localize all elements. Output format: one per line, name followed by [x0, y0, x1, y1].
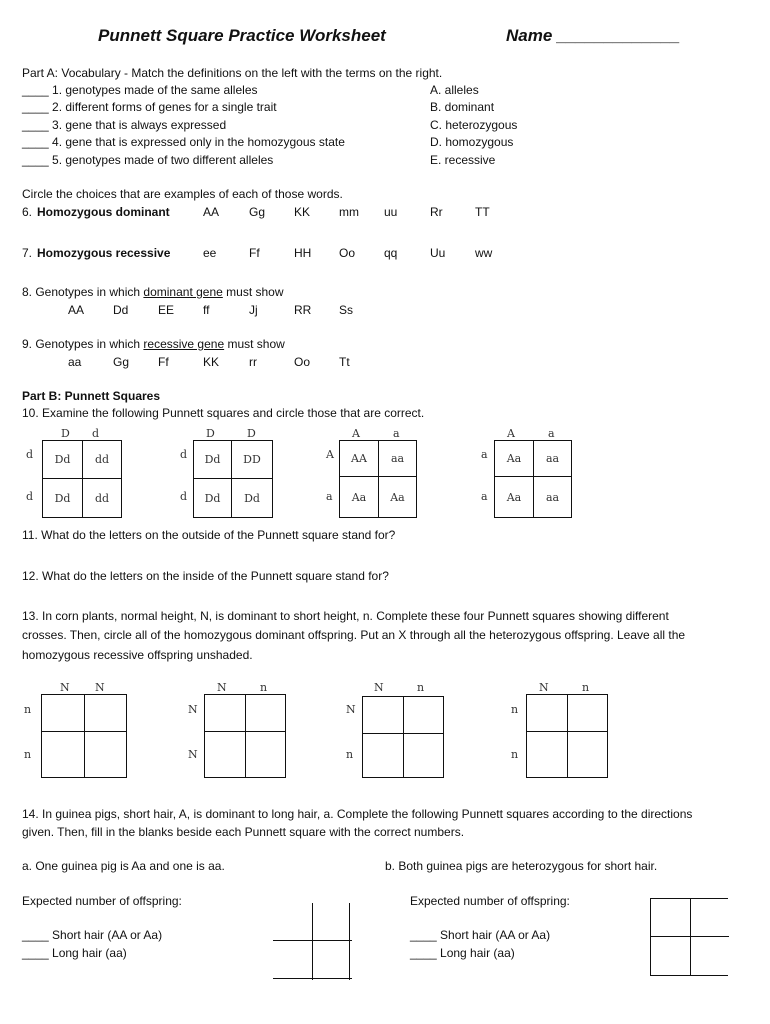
offspring-cell: dd: [94, 491, 110, 505]
grid-line: [527, 731, 607, 732]
punnett-grid: [494, 440, 572, 518]
q10-prompt: 10. Examine the following Punnett squares and circle those that are correct.: [22, 406, 425, 420]
q7-choice[interactable]: Uu: [430, 246, 446, 260]
grid-line: [312, 903, 313, 980]
top-allele: n: [417, 681, 425, 694]
offspring-cell: Aa: [506, 490, 522, 504]
q6-choice[interactable]: TT: [475, 205, 490, 219]
q9-choice[interactable]: Tt: [339, 355, 350, 369]
offspring-cell: Dd: [204, 491, 221, 505]
side-allele: n: [511, 703, 519, 716]
offspring-cell: Dd: [54, 491, 71, 505]
definition-item: ____ 1. genotypes made of the same alleles: [22, 83, 258, 97]
q11-prompt: 11. What do the letters on the outside of the Punnett square stand for?: [22, 528, 396, 542]
term-item: E. recessive: [430, 153, 496, 167]
grid-line: [245, 695, 246, 777]
top-allele: n: [582, 681, 590, 694]
top-allele: n: [260, 681, 268, 694]
short-hair-blank-a[interactable]: ____ Short hair (AA or Aa): [22, 928, 163, 942]
grid-line: [567, 695, 568, 777]
side-allele: N: [188, 703, 198, 716]
side-allele: N: [188, 748, 198, 761]
punnett-grid: [526, 694, 608, 778]
q6-choice[interactable]: KK: [294, 205, 311, 219]
grid-line: [205, 731, 285, 732]
grid-line: [273, 940, 352, 941]
q8-choice[interactable]: ff: [203, 303, 210, 317]
q8-underlined-term: dominant gene: [143, 285, 223, 299]
offspring-cell: Aa: [390, 490, 405, 504]
offspring-cell: Dd: [244, 491, 260, 505]
top-allele: N: [60, 681, 70, 694]
punnett-grid: [339, 440, 417, 518]
punnett-grid: [193, 440, 273, 518]
offspring-cell: Dd: [204, 453, 221, 466]
side-allele: a: [481, 448, 488, 461]
side-allele: n: [24, 703, 32, 716]
term-item: C. heterozygous: [430, 118, 518, 132]
q7-choice[interactable]: ww: [475, 246, 493, 260]
q7-choice[interactable]: Ff: [249, 246, 260, 260]
q8-choice[interactable]: AA: [68, 303, 85, 317]
q7-label: Homozygous recessive: [37, 246, 171, 260]
grid-line: [403, 697, 404, 777]
offspring-cell: Aa: [506, 452, 522, 465]
grid-line: [690, 899, 691, 975]
offspring-cell: dd: [94, 453, 110, 466]
q14a-prompt: a. One guinea pig is Aa and one is aa.: [22, 859, 225, 873]
q9-choice[interactable]: rr: [249, 355, 257, 369]
grid-line: [363, 733, 443, 734]
top-allele: N: [539, 681, 549, 694]
top-allele: N: [374, 681, 384, 694]
side-allele: a: [481, 490, 488, 503]
side-allele: a: [326, 490, 333, 503]
q8-choice[interactable]: Jj: [249, 303, 258, 317]
q9-choice[interactable]: Ff: [158, 355, 169, 369]
q7-choice[interactable]: HH: [294, 246, 312, 260]
punnett-grid: [362, 696, 444, 778]
q14-line: 14. In guinea pigs, short hair, A, is dominant to long hair, a. Complete the following Punnett squares according to the directions: [22, 807, 693, 821]
q9-choice[interactable]: aa: [68, 355, 82, 369]
offspring-cell: DD: [243, 453, 261, 466]
side-allele: n: [24, 748, 32, 761]
definition-item: ____ 4. gene that is expressed only in the homozygous state: [22, 135, 345, 149]
q7-choice[interactable]: qq: [384, 246, 398, 260]
q8-prompt: [22, 285, 284, 299]
grid-line: [84, 695, 85, 777]
q8-choice[interactable]: Ss: [339, 303, 354, 317]
top-allele: N: [95, 681, 105, 694]
q6-number: 6.: [22, 205, 33, 219]
q6-choice[interactable]: Gg: [249, 205, 266, 219]
expected-offspring-label-b: Expected number of offspring:: [410, 894, 570, 908]
offspring-cell: Dd: [54, 453, 71, 466]
q13-line: 13. In corn plants, normal height, N, is dominant to short height, n. Complete these four Punnett squares showing different: [22, 609, 669, 623]
circle-instruction: Circle the choices that are examples of each of those words.: [22, 187, 343, 201]
top-allele: D: [206, 427, 215, 440]
top-allele: D: [247, 427, 256, 440]
short-hair-blank-b[interactable]: ____ Short hair (AA or Aa): [410, 928, 551, 942]
part-b-heading: Part B: Punnett Squares: [22, 389, 161, 403]
q7-choice[interactable]: ee: [203, 246, 217, 260]
q14b-prompt: b. Both guinea pigs are heterozygous for short hair.: [385, 859, 658, 873]
expected-offspring-label-a: Expected number of offspring:: [22, 894, 182, 908]
offspring-cell: aa: [545, 452, 560, 465]
side-allele: d: [180, 448, 188, 461]
top-allele: A: [352, 427, 360, 440]
top-allele: N: [217, 681, 227, 694]
q6-choice[interactable]: AA: [203, 205, 220, 219]
side-allele: d: [180, 490, 188, 503]
q8-suffix: must show: [222, 285, 284, 299]
side-allele: N: [346, 703, 356, 716]
long-hair-blank-b[interactable]: ____ Long hair (aa): [410, 946, 515, 960]
top-allele: a: [393, 427, 400, 440]
definition-item: ____ 3. gene that is always expressed: [22, 118, 227, 132]
q8-choice[interactable]: RR: [294, 303, 312, 317]
q7-number: 7.: [22, 246, 33, 260]
top-allele: a: [548, 427, 555, 440]
offspring-cell: aa: [545, 490, 560, 504]
term-item: B. dominant: [430, 100, 495, 114]
part-a-heading: Part A: Vocabulary - Match the definitions on the left with the terms on the right.: [22, 66, 443, 80]
q8-choice[interactable]: EE: [158, 303, 175, 317]
q9-underlined-term: recessive gene: [143, 337, 225, 351]
q6-choice[interactable]: Rr: [430, 205, 443, 219]
grid-line: [651, 936, 729, 937]
definition-item: ____ 2. different forms of genes for a single trait: [22, 100, 277, 114]
long-hair-blank-a[interactable]: ____ Long hair (aa): [22, 946, 127, 960]
q12-prompt: 12. What do the letters on the inside of the Punnett square stand for?: [22, 569, 389, 583]
side-allele: d: [26, 448, 34, 461]
grid-line: [42, 731, 126, 732]
q13-line: homozygous recessive offspring unshaded.: [22, 648, 253, 662]
term-item: A. alleles: [430, 83, 479, 97]
term-item: D. homozygous: [430, 135, 514, 149]
q6-choice[interactable]: uu: [384, 205, 398, 219]
q8-choice[interactable]: Dd: [113, 303, 129, 317]
grid-line: [273, 978, 352, 979]
name-field-label: Name _____________: [506, 26, 680, 45]
punnett-grid: [204, 694, 286, 778]
q6-label: Homozygous dominant: [37, 205, 170, 219]
punnett-grid: [41, 694, 127, 778]
offspring-cell: aa: [390, 452, 405, 465]
definition-item: ____ 5. genotypes made of two different alleles: [22, 153, 274, 167]
top-allele: D: [61, 427, 70, 440]
q9-choice[interactable]: Gg: [113, 355, 130, 369]
offspring-cell: AA: [351, 452, 367, 465]
q9-choice[interactable]: Oo: [294, 355, 311, 369]
grid-line: [349, 903, 350, 980]
q9-prompt: [22, 337, 285, 351]
side-allele: A: [326, 448, 334, 461]
top-allele: d: [92, 427, 100, 440]
offspring-cell: Aa: [351, 490, 367, 504]
q9-choice[interactable]: KK: [203, 355, 220, 369]
top-allele: A: [507, 427, 515, 440]
side-allele: n: [346, 748, 354, 761]
punnett-grid: [42, 440, 122, 518]
q8-prefix: 8. Genotypes in which: [22, 285, 144, 299]
q6-choice[interactable]: mm: [339, 205, 359, 219]
punnett-grid: [650, 898, 728, 976]
worksheet-title: Punnett Square Practice Worksheet: [98, 26, 386, 45]
side-allele: d: [26, 490, 34, 503]
side-allele: n: [511, 748, 519, 761]
q7-choice[interactable]: Oo: [339, 246, 356, 260]
q13-line: crosses. Then, circle all of the homozygous dominant offspring. Put an X through all the heterozygous offspring. Leave all the: [22, 628, 686, 642]
q14-line: given. Then, fill in the blanks beside each Punnett square with the correct numbers.: [22, 825, 465, 839]
q9-prefix: 9. Genotypes in which: [22, 337, 144, 351]
q9-suffix: must show: [224, 337, 285, 351]
